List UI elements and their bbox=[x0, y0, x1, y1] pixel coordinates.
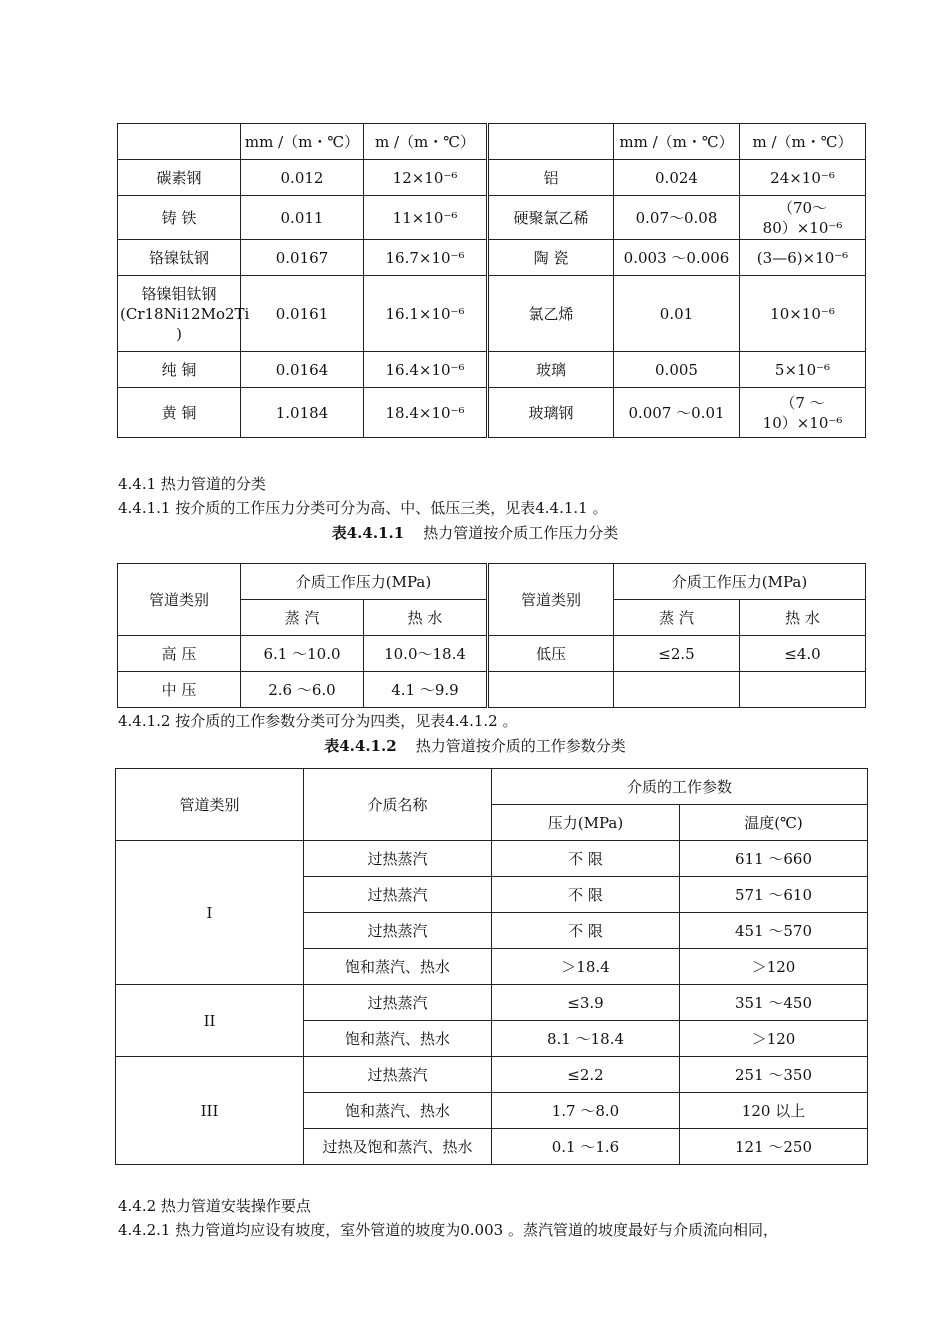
table-cell: 不 限 bbox=[492, 913, 680, 949]
table-cell: 饱和蒸汽、热水 bbox=[304, 1093, 492, 1129]
table-cell: 纯 铜 bbox=[118, 352, 241, 388]
table-cell: 11×10⁻⁶ bbox=[364, 196, 488, 240]
table-cell: 不 限 bbox=[492, 877, 680, 913]
table-row bbox=[116, 985, 868, 1021]
table-caption-1-title: 热力管道按介质工作压力分类 bbox=[423, 524, 619, 542]
table-cell: 过热蒸汽 bbox=[304, 985, 492, 1021]
table-cell: 12×10⁻⁶ bbox=[364, 160, 488, 196]
table-cell: 铝 bbox=[488, 160, 614, 196]
header-medium: 介质名称 bbox=[304, 769, 492, 841]
table-cell: （70～ 80）×10⁻⁶ bbox=[740, 196, 866, 240]
category-cell: II bbox=[116, 985, 304, 1057]
category-cell: III bbox=[116, 1057, 304, 1165]
table-cell bbox=[488, 672, 614, 708]
table-row bbox=[118, 352, 866, 388]
table-row bbox=[118, 240, 866, 276]
table-cell: 251 ～350 bbox=[680, 1057, 868, 1093]
table-cell: 0.0164 bbox=[241, 352, 364, 388]
table-cell: 1.7 ～8.0 bbox=[492, 1093, 680, 1129]
category-cell: I bbox=[116, 841, 304, 985]
table-cell: 过热及饱和蒸汽、热水 bbox=[304, 1129, 492, 1165]
table-cell: 0.07～0.08 bbox=[614, 196, 740, 240]
table-cell: 高 压 bbox=[118, 636, 241, 672]
table-header-cell: m /（m・℃） bbox=[740, 124, 866, 160]
table-cell: 451 ～570 bbox=[680, 913, 868, 949]
table-caption-1 bbox=[0, 522, 950, 543]
table-cell bbox=[740, 672, 866, 708]
table-cell: 0.0161 bbox=[241, 276, 364, 352]
header-parameters: 介质的工作参数 bbox=[492, 769, 868, 805]
section-4-4-2: 4.4.2 热力管道安装操作要点 bbox=[118, 1197, 311, 1215]
table-cell: ≤2.5 bbox=[614, 636, 740, 672]
header-category-right: 管道类别 bbox=[488, 564, 614, 636]
table-cell: 过热蒸汽 bbox=[304, 913, 492, 949]
table-cell: 24×10⁻⁶ bbox=[740, 160, 866, 196]
table-cell: ＞120 bbox=[680, 949, 868, 985]
table-cell: 0.003 ～0.006 bbox=[614, 240, 740, 276]
table-caption-1-number: 表4.4.1.1 bbox=[331, 524, 405, 542]
section-4-4-1-1: 4.4.1.1 按介质的工作压力分类可分为高、中、低压三类，见表4.4.1.1 。 bbox=[118, 499, 608, 517]
table-caption-2-title: 热力管道按介质的工作参数分类 bbox=[415, 737, 626, 755]
table-cell: 过热蒸汽 bbox=[304, 877, 492, 913]
table-row bbox=[118, 196, 866, 240]
section-4-4-1-2: 4.4.1.2 按介质的工作参数分类可分为四类，见表4.4.1.2 。 bbox=[118, 712, 518, 730]
table-cell: 陶 瓷 bbox=[488, 240, 614, 276]
table-cell: 氯乙烯 bbox=[488, 276, 614, 352]
table-cell: 4.1 ～9.9 bbox=[364, 672, 488, 708]
table-cell: 铬镍钛钢 bbox=[118, 240, 241, 276]
table-cell: 5×10⁻⁶ bbox=[740, 352, 866, 388]
table-caption-2-number: 表4.4.1.2 bbox=[324, 737, 397, 755]
table-cell: 1.0184 bbox=[241, 388, 364, 438]
table-cell: 10.0～18.4 bbox=[364, 636, 488, 672]
table-row bbox=[116, 1057, 868, 1093]
table-row bbox=[118, 276, 866, 352]
parameter-class-table bbox=[115, 768, 868, 1165]
table-cell: 0.01 bbox=[614, 276, 740, 352]
table-cell: 6.1 ～10.0 bbox=[241, 636, 364, 672]
table-cell: 16.4×10⁻⁶ bbox=[364, 352, 488, 388]
table-cell: 铬镍钼钛钢 (Cr18Ni12Mo2Ti ) bbox=[118, 276, 241, 352]
table-cell: 611 ～660 bbox=[680, 841, 868, 877]
table-cell: 0.005 bbox=[614, 352, 740, 388]
table-cell: 黄 铜 bbox=[118, 388, 241, 438]
header-water-left: 热 水 bbox=[364, 600, 488, 636]
table-cell: 120 以上 bbox=[680, 1093, 868, 1129]
table-cell: 18.4×10⁻⁶ bbox=[364, 388, 488, 438]
table-cell: 饱和蒸汽、热水 bbox=[304, 1021, 492, 1057]
table-header-cell bbox=[488, 124, 614, 160]
table-header-cell: mm /（m・℃） bbox=[241, 124, 364, 160]
table-row bbox=[118, 388, 866, 438]
table-cell: 2.6 ～6.0 bbox=[241, 672, 364, 708]
table-cell: 低压 bbox=[488, 636, 614, 672]
table-cell: 8.1 ～18.4 bbox=[492, 1021, 680, 1057]
table-cell: (3—6)×10⁻⁶ bbox=[740, 240, 866, 276]
table-cell: 0.011 bbox=[241, 196, 364, 240]
header-steam-right: 蒸 汽 bbox=[614, 600, 740, 636]
pressure-class-table bbox=[117, 563, 866, 708]
table-cell: 571 ～610 bbox=[680, 877, 868, 913]
header-pressure-left: 介质工作压力(MPa) bbox=[241, 564, 488, 600]
table-row bbox=[116, 841, 868, 877]
table-cell: 不 限 bbox=[492, 841, 680, 877]
expansion-table bbox=[117, 123, 866, 438]
table-cell: 0.024 bbox=[614, 160, 740, 196]
table-header-cell: m /（m・℃） bbox=[364, 124, 488, 160]
table-cell: ＞120 bbox=[680, 1021, 868, 1057]
table-cell: 351 ～450 bbox=[680, 985, 868, 1021]
table-caption-2 bbox=[0, 735, 950, 756]
section-4-4-2-1: 4.4.2.1 热力管道均应设有坡度，室外管道的坡度为0.003 。蒸汽管道的坡度最好与介质流向相同， bbox=[118, 1221, 778, 1239]
table-cell: 10×10⁻⁶ bbox=[740, 276, 866, 352]
table-cell: （7 ～ 10）×10⁻⁶ bbox=[740, 388, 866, 438]
table-cell: 121 ～250 bbox=[680, 1129, 868, 1165]
header-water-right: 热 水 bbox=[740, 600, 866, 636]
table-cell: 饱和蒸汽、热水 bbox=[304, 949, 492, 985]
table-cell: ≤4.0 bbox=[740, 636, 866, 672]
header-category: 管道类别 bbox=[116, 769, 304, 841]
header-pressure: 压力(MPa) bbox=[492, 805, 680, 841]
table-cell: 0.012 bbox=[241, 160, 364, 196]
header-pressure-right: 介质工作压力(MPa) bbox=[614, 564, 866, 600]
table-header-cell bbox=[118, 124, 241, 160]
table-cell: 玻璃 bbox=[488, 352, 614, 388]
table-cell: 过热蒸汽 bbox=[304, 1057, 492, 1093]
table-cell: ≤3.9 bbox=[492, 985, 680, 1021]
table-cell: 0.007 ～0.01 bbox=[614, 388, 740, 438]
table-cell: 16.1×10⁻⁶ bbox=[364, 276, 488, 352]
header-steam-left: 蒸 汽 bbox=[241, 600, 364, 636]
table-cell: 硬聚氯乙稀 bbox=[488, 196, 614, 240]
table-header-cell: mm /（m・℃） bbox=[614, 124, 740, 160]
table-cell: 过热蒸汽 bbox=[304, 841, 492, 877]
table-row bbox=[118, 160, 866, 196]
table-cell: 碳素钢 bbox=[118, 160, 241, 196]
header-category-left: 管道类别 bbox=[118, 564, 241, 636]
table-cell: 0.1 ～1.6 bbox=[492, 1129, 680, 1165]
header-temperature: 温度(℃) bbox=[680, 805, 868, 841]
table-cell: ＞18.4 bbox=[492, 949, 680, 985]
table-cell: 中 压 bbox=[118, 672, 241, 708]
table-header-row bbox=[118, 124, 866, 160]
table-cell: 16.7×10⁻⁶ bbox=[364, 240, 488, 276]
section-4-4-1: 4.4.1 热力管道的分类 bbox=[118, 475, 266, 493]
table-cell: 0.0167 bbox=[241, 240, 364, 276]
table-cell: 铸 铁 bbox=[118, 196, 241, 240]
table-cell: ≤2.2 bbox=[492, 1057, 680, 1093]
table-cell: 玻璃钢 bbox=[488, 388, 614, 438]
table-cell bbox=[614, 672, 740, 708]
